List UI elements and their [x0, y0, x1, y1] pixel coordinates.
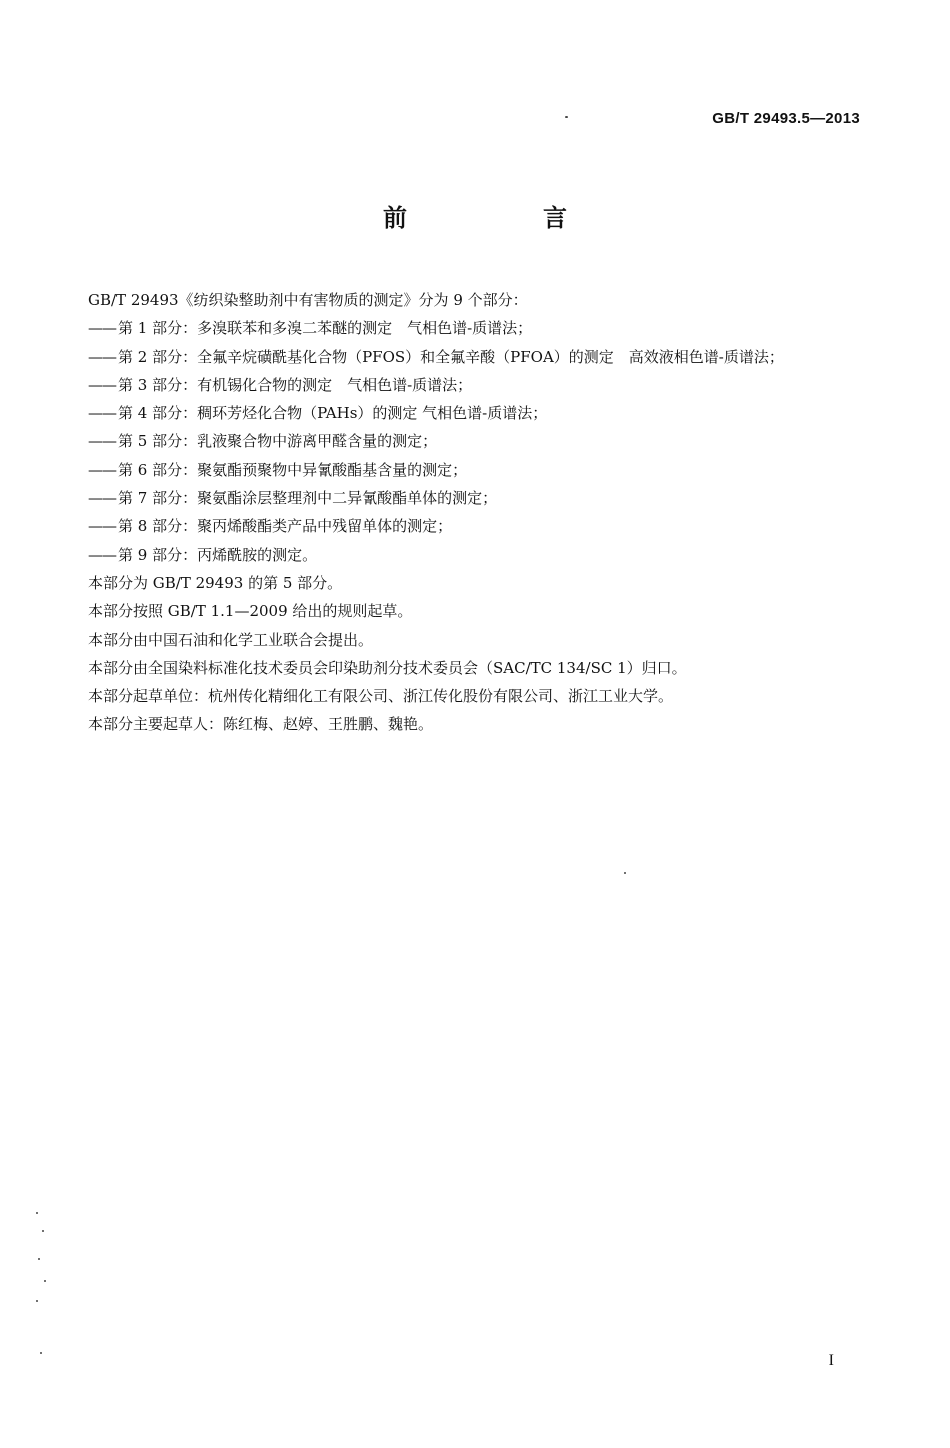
list-item-part-2 [88, 343, 878, 371]
statement-drafting-rules: 本部分按照 GB/T 1.1—2009 给出的规则起草。 [88, 602, 413, 621]
statement-drafting-units: 本部分起草单位：杭州传化精细化工有限公司、浙江传化股份有限公司、浙江工业大学。 [88, 687, 674, 706]
list-item-part-3 [88, 371, 878, 399]
statement-proposer: 本部分由中国石油和化学工业联合会提出。 [88, 630, 374, 649]
list-item-text: 第 5 部分：乳液聚合物中游离甲醛含量的测定； [118, 432, 438, 451]
scan-speck [36, 1300, 38, 1302]
list-dash: —— [88, 375, 116, 394]
statement-part-number: 本部分为 GB/T 29493 的第 5 部分。 [88, 573, 343, 592]
list-item-part-8 [88, 512, 878, 540]
page-number: I [828, 1352, 834, 1369]
list-dash: —— [88, 460, 116, 479]
scan-speck [38, 1258, 40, 1260]
list-item-text: 第 7 部分：聚氨酯涂层整理剂中二异氰酸酯单体的测定； [118, 489, 498, 508]
list-item-part-5 [88, 427, 878, 455]
scan-speck [44, 1280, 46, 1282]
list-dash: —— [88, 404, 116, 423]
scan-speck [624, 872, 626, 874]
scan-speck [36, 1212, 38, 1214]
list-item-text: 第 8 部分：聚丙烯酸酯类产品中残留单体的测定； [118, 517, 453, 536]
list-item-text: 第 3 部分：有机锡化合物的测定 气相色谱-质谱法； [118, 375, 473, 394]
list-item-text: 第 1 部分：多溴联苯和多溴二苯醚的测定 气相色谱-质谱法； [118, 319, 533, 338]
list-item-part-6 [88, 456, 878, 484]
list-item-text: 第 4 部分：稠环芳烃化合物（PAHs）的测定 气相色谱-质谱法； [118, 404, 548, 423]
statement-drafters: 本部分主要起草人：陈红梅、赵婷、王胜鹏、魏艳。 [88, 715, 434, 734]
intro-paragraph: GB/T 29493《纺织染整助剂中有害物质的测定》分为 9 个部分： [88, 291, 528, 309]
standard-code: GB/T 29493.5—2013 [712, 110, 860, 127]
list-dash: —— [88, 319, 116, 338]
list-item-text: 第 9 部分：丙烯酰胺的测定。 [118, 545, 318, 564]
list-item-text: 第 2 部分：全氟辛烷磺酰基化合物（PFOS）和全氟辛酸（PFOA）的测定 高效液相色谱-质谱法； [118, 347, 784, 366]
list-dash: —— [88, 347, 116, 366]
list-item-part-4 [88, 399, 878, 427]
list-dash: —— [88, 545, 116, 564]
page-title: 前 言 [383, 204, 623, 232]
document-body [88, 286, 878, 739]
statement-committee: 本部分由全国染料标准化技术委员会印染助剂分技术委员会（SAC/TC 134/SC 1）归口。 [88, 658, 687, 677]
scan-speck [565, 116, 568, 118]
list-dash: —— [88, 517, 116, 536]
list-dash: —— [88, 432, 116, 451]
list-dash: —— [88, 489, 116, 508]
scan-speck [40, 1352, 42, 1354]
list-item-part-9 [88, 541, 878, 569]
list-item-text: 第 6 部分：聚氨酯预聚物中异氰酸酯基含量的测定； [118, 460, 468, 479]
scan-speck [42, 1230, 44, 1232]
list-item-part-1 [88, 314, 878, 342]
list-item-part-7 [88, 484, 878, 512]
